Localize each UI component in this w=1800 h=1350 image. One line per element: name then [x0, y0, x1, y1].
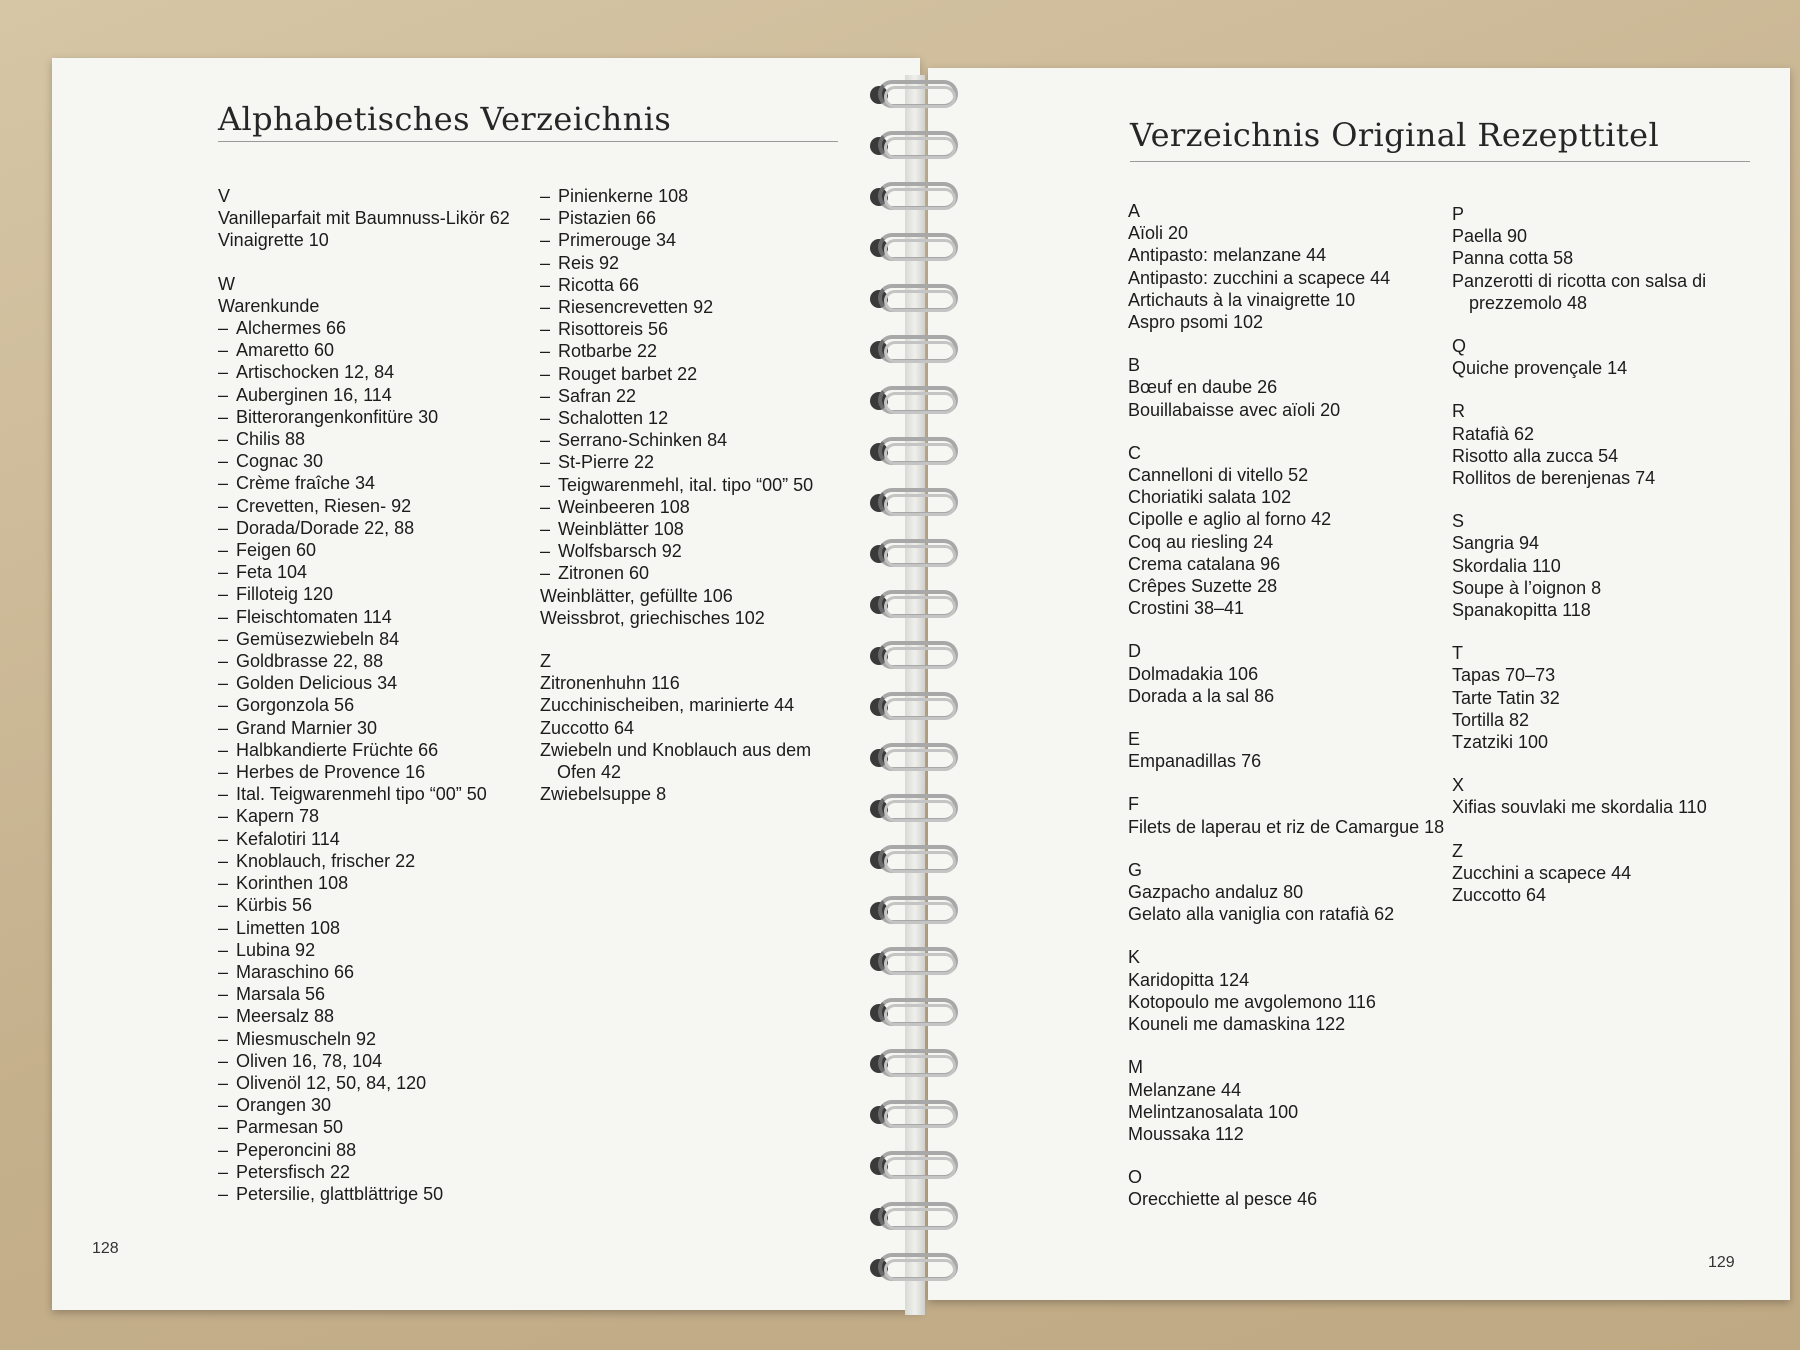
- spiral-ring: [870, 1253, 956, 1281]
- section-gap: [218, 252, 510, 273]
- index-subentry: – Olivenöl 12, 50, 84, 120: [218, 1072, 510, 1094]
- index-subentry: – Gorgonzola 56: [218, 694, 510, 716]
- spiral-ring: [870, 1100, 956, 1128]
- section-letter: P: [1452, 204, 1465, 224]
- index-subentry: – Oliven 16, 78, 104: [218, 1050, 510, 1072]
- section-letter: G: [1128, 859, 1143, 880]
- index-entry: Vinaigrette 10: [218, 230, 329, 251]
- index-subentry: – Halbkandierte Früchte 66: [218, 739, 510, 761]
- index-entry: Paella 90: [1452, 226, 1528, 247]
- spiral-ring: [870, 182, 956, 210]
- section-letter: Q: [1452, 336, 1467, 357]
- section-gap: [1128, 707, 1444, 728]
- section-letter: W: [218, 273, 235, 294]
- index-subentry: – Herbes de Provence 16: [218, 761, 510, 783]
- index-entry: Risotto alla zucca 54: [1452, 445, 1619, 466]
- index-subentry: – Teigwarenmehl, ital. tipo “00” 50: [540, 474, 813, 496]
- section-letter: C: [1128, 442, 1141, 463]
- index-subentry: – St-Pierre 22: [540, 451, 813, 473]
- index-entry: Zwiebeln und Knoblauch aus dem: [540, 739, 812, 760]
- index-subentry: – Pinienkerne 108: [540, 185, 813, 207]
- spiral-ring: [870, 1151, 956, 1179]
- section-gap: [1128, 838, 1444, 859]
- index-subentry: – Crème fraîche 34: [218, 472, 510, 494]
- index-entry: Antipasto: zucchini a scapece 44: [1128, 267, 1391, 288]
- index-entry: Tortilla 82: [1452, 709, 1530, 730]
- index-subentry: – Weinblätter 108: [540, 518, 813, 540]
- index-subentry: – Safran 22: [540, 385, 813, 407]
- index-entry-continuation: Ofen 42: [557, 762, 622, 783]
- index-entry: Orecchiette al pesce 46: [1128, 1189, 1318, 1210]
- index-entry: Ratafià 62: [1452, 423, 1535, 444]
- spiral-ring: [870, 539, 956, 567]
- index-subentry: – Kefalotiri 114: [218, 828, 510, 850]
- index-entry: Soupe à l’oignon 8: [1452, 577, 1602, 598]
- index-subentry: – Limetten 108: [218, 917, 510, 939]
- index-subentry: – Primerouge 34: [540, 229, 813, 251]
- index-subentry: – Rotbarbe 22: [540, 340, 813, 362]
- section-gap: [540, 629, 813, 650]
- spiral-ring: [870, 233, 956, 261]
- index-entry: Aïoli 20: [1128, 223, 1189, 244]
- index-entry: Spanakopitta 118: [1452, 600, 1591, 621]
- section-letter: D: [1128, 641, 1141, 662]
- spiral-ring: [870, 590, 956, 618]
- index-subentry: – Ricotta 66: [540, 274, 813, 296]
- spiral-binding: [858, 80, 978, 1300]
- index-subentry: – Ital. Teigwarenmehl tipo “00” 50: [218, 783, 510, 805]
- spiral-ring: [870, 641, 956, 669]
- index-entry: Artichauts à la vinaigrette 10: [1128, 289, 1356, 310]
- index-entry: Rollitos de berenjenas 74: [1452, 468, 1656, 489]
- index-subentry: – Riesencrevetten 92: [540, 296, 813, 318]
- index-entry: Melanzane 44: [1128, 1079, 1242, 1100]
- index-entry: Gazpacho andaluz 80: [1128, 882, 1304, 903]
- index-subentry: – Miesmuscheln 92: [218, 1028, 510, 1050]
- index-subentry: – Goldbrasse 22, 88: [218, 650, 510, 672]
- index-subentry: – Feta 104: [218, 561, 510, 583]
- index-entry: Zuccotto 64: [540, 717, 635, 738]
- section-gap: [1452, 621, 1707, 642]
- index-entry: Filets de laperau et riz de Camargue 18: [1128, 816, 1445, 837]
- index-entry: Warenkunde: [218, 295, 320, 316]
- index-subentry: – Dorada/Dorade 22, 88: [218, 517, 510, 539]
- index-subentry: – Kapern 78: [218, 805, 510, 827]
- index-entry: Gelato alla vaniglia con ratafià 62: [1128, 904, 1395, 925]
- spiral-ring: [870, 488, 956, 516]
- page-title: Alphabetisches Verzeichnis: [218, 100, 672, 138]
- index-subentry: – Risottoreis 56: [540, 318, 813, 340]
- index-entry: Vanilleparfait mit Baumnuss-Likör 62: [218, 208, 510, 229]
- spiral-ring: [870, 284, 956, 312]
- index-subentry: – Reis 92: [540, 252, 813, 274]
- section-gap: [1128, 772, 1444, 793]
- right-page: [928, 68, 1790, 1300]
- section-gap: [1452, 314, 1707, 335]
- index-column-2: [1452, 203, 1707, 906]
- index-subentry: – Kürbis 56: [218, 894, 510, 916]
- index-subentry: – Maraschino 66: [218, 961, 510, 983]
- page-number: 129: [1708, 1254, 1735, 1271]
- section-gap: [1128, 925, 1444, 946]
- section-gap: [1128, 619, 1444, 640]
- index-entry: Dolmadakia 106: [1128, 663, 1259, 684]
- index-entry: Tzatziki 100: [1452, 732, 1549, 753]
- index-subentry: – Knoblauch, frischer 22: [218, 850, 510, 872]
- index-entry: Choriatiki salata 102: [1128, 487, 1292, 508]
- section-letter: A: [1128, 201, 1141, 221]
- index-subentry: – Petersilie, glattblättrige 50: [218, 1183, 510, 1205]
- index-subentry: – Serrano-Schinken 84: [540, 429, 813, 451]
- section-letter: V: [218, 186, 231, 206]
- section-letter: Z: [1452, 840, 1463, 861]
- spiral-ring: [870, 743, 956, 771]
- index-entry: Cannelloni di vitello 52: [1128, 465, 1309, 486]
- section-letter: O: [1128, 1167, 1143, 1188]
- spiral-ring: [870, 1202, 956, 1230]
- index-subentry: – Gemüsezwiebeln 84: [218, 628, 510, 650]
- spiral-ring: [870, 896, 956, 924]
- index-subentry: – Korinthen 108: [218, 872, 510, 894]
- index-entry: Quiche provençale 14: [1452, 358, 1628, 379]
- index-entry: Panzerotti di ricotta con salsa di: [1452, 270, 1707, 291]
- title-rule: [218, 141, 838, 142]
- index-entry: Karidopitta 124: [1128, 969, 1250, 990]
- index-subentry: – Rouget barbet 22: [540, 363, 813, 385]
- spiral-ring: [870, 386, 956, 414]
- index-subentry: – Parmesan 50: [218, 1116, 510, 1138]
- index-entry: Bouillabaisse avec aïoli 20: [1128, 399, 1341, 420]
- spiral-ring: [870, 131, 956, 159]
- section-letter: S: [1452, 511, 1465, 532]
- spiral-ring: [870, 335, 956, 363]
- spiral-ring: [870, 947, 956, 975]
- index-column-1: [1128, 200, 1444, 1211]
- index-entry: Weissbrot, griechisches 102: [540, 607, 765, 628]
- section-letter: K: [1128, 947, 1141, 968]
- section-gap: [1452, 489, 1707, 510]
- index-subentry: – Weinbeeren 108: [540, 496, 813, 518]
- index-subentry: – Filloteig 120: [218, 583, 510, 605]
- section-letter: R: [1452, 401, 1465, 422]
- section-letter: B: [1128, 355, 1141, 376]
- index-column-1: [218, 185, 510, 1205]
- index-subentry: – Petersfisch 22: [218, 1161, 510, 1183]
- index-subentry: – Auberginen 16, 114: [218, 384, 510, 406]
- index-entry: Panna cotta 58: [1452, 248, 1574, 269]
- index-subentry: – Chilis 88: [218, 428, 510, 450]
- index-subentry: – Pistazien 66: [540, 207, 813, 229]
- section-gap: [1128, 1035, 1444, 1056]
- index-entry: Crostini 38–41: [1128, 598, 1245, 619]
- index-subentry: – Feigen 60: [218, 539, 510, 561]
- index-subentry: – Meersalz 88: [218, 1005, 510, 1027]
- spiral-ring: [870, 437, 956, 465]
- spiral-ring: [870, 80, 956, 108]
- index-entry: Melintzanosalata 100: [1128, 1101, 1299, 1122]
- index-subentry: – Marsala 56: [218, 983, 510, 1005]
- index-entry: Dorada a la sal 86: [1128, 685, 1275, 706]
- index-entry: Zuccotto 64: [1452, 885, 1547, 906]
- section-gap: [1128, 333, 1444, 354]
- index-subentry: – Cognac 30: [218, 450, 510, 472]
- spiral-ring: [870, 692, 956, 720]
- index-subentry: – Wolfsbarsch 92: [540, 540, 813, 562]
- index-entry: Bœuf en daube 26: [1128, 377, 1278, 398]
- index-entry: Antipasto: melanzane 44: [1128, 245, 1327, 266]
- index-entry: Tapas 70–73: [1452, 665, 1556, 686]
- index-subentry: – Orangen 30: [218, 1094, 510, 1116]
- section-letter: E: [1128, 729, 1141, 750]
- index-entry: Crema catalana 96: [1128, 553, 1281, 574]
- index-subentry: – Fleischtomaten 114: [218, 606, 510, 628]
- section-gap: [1452, 819, 1707, 840]
- index-entry: Aspro psomi 102: [1128, 312, 1264, 333]
- section-letter: X: [1452, 775, 1465, 796]
- left-page: [52, 58, 920, 1310]
- spiral-ring: [870, 845, 956, 873]
- index-entry: Skordalia 110: [1452, 555, 1561, 576]
- index-entry: Zwiebelsuppe 8: [540, 784, 667, 805]
- index-subentry: – Crevetten, Riesen- 92: [218, 495, 510, 517]
- index-subentry: – Lubina 92: [218, 939, 510, 961]
- section-letter: T: [1452, 643, 1463, 664]
- index-column-2: [540, 185, 813, 805]
- index-entry: Tarte Tatin 32: [1452, 687, 1560, 708]
- index-entry: Moussaka 112: [1128, 1123, 1244, 1144]
- index-subentry: – Bitterorangenkonfitüre 30: [218, 406, 510, 428]
- page-number: 128: [92, 1240, 119, 1257]
- index-entry: Zitronenhuhn 116: [540, 673, 680, 694]
- index-entry: Sangria 94: [1452, 533, 1540, 554]
- spiral-ring: [870, 794, 956, 822]
- section-gap: [1128, 1145, 1444, 1166]
- index-entry: Coq au riesling 24: [1128, 531, 1274, 552]
- index-entry: Kotopoulo me avgolemono 116: [1128, 991, 1376, 1012]
- index-entry: Empanadillas 76: [1128, 751, 1262, 772]
- page-title: Verzeichnis Original Rezepttitel: [1130, 116, 1660, 154]
- index-entry-continuation: prezzemolo 48: [1469, 292, 1588, 313]
- index-entry: Zucchini a scapece 44: [1452, 862, 1632, 883]
- section-letter: Z: [540, 651, 551, 672]
- section-gap: [1452, 379, 1707, 400]
- index-subentry: – Amaretto 60: [218, 339, 510, 361]
- spiral-ring: [870, 1049, 956, 1077]
- index-entry: Cipolle e aglio al forno 42: [1128, 509, 1332, 530]
- section-letter: M: [1128, 1057, 1143, 1078]
- index-entry: Crêpes Suzette 28: [1128, 576, 1278, 597]
- title-rule: [1130, 161, 1750, 162]
- index-entry: Weinblätter, gefüllte 106: [540, 585, 733, 606]
- index-entry: Zucchinischeiben, marinierte 44: [540, 695, 795, 716]
- section-gap: [1128, 421, 1444, 442]
- section-letter: F: [1128, 794, 1139, 815]
- section-gap: [1452, 753, 1707, 774]
- spiral-ring: [870, 998, 956, 1026]
- index-subentry: – Artischocken 12, 84: [218, 361, 510, 383]
- index-subentry: – Golden Delicious 34: [218, 672, 510, 694]
- index-entry: Xifias souvlaki me skordalia 110: [1452, 797, 1707, 818]
- index-subentry: – Peperoncini 88: [218, 1139, 510, 1161]
- index-subentry: – Zitronen 60: [540, 562, 813, 584]
- index-subentry: – Grand Marnier 30: [218, 717, 510, 739]
- index-subentry: – Schalotten 12: [540, 407, 813, 429]
- index-subentry: – Alchermes 66: [218, 317, 510, 339]
- index-entry: Kouneli me damaskina 122: [1128, 1014, 1346, 1035]
